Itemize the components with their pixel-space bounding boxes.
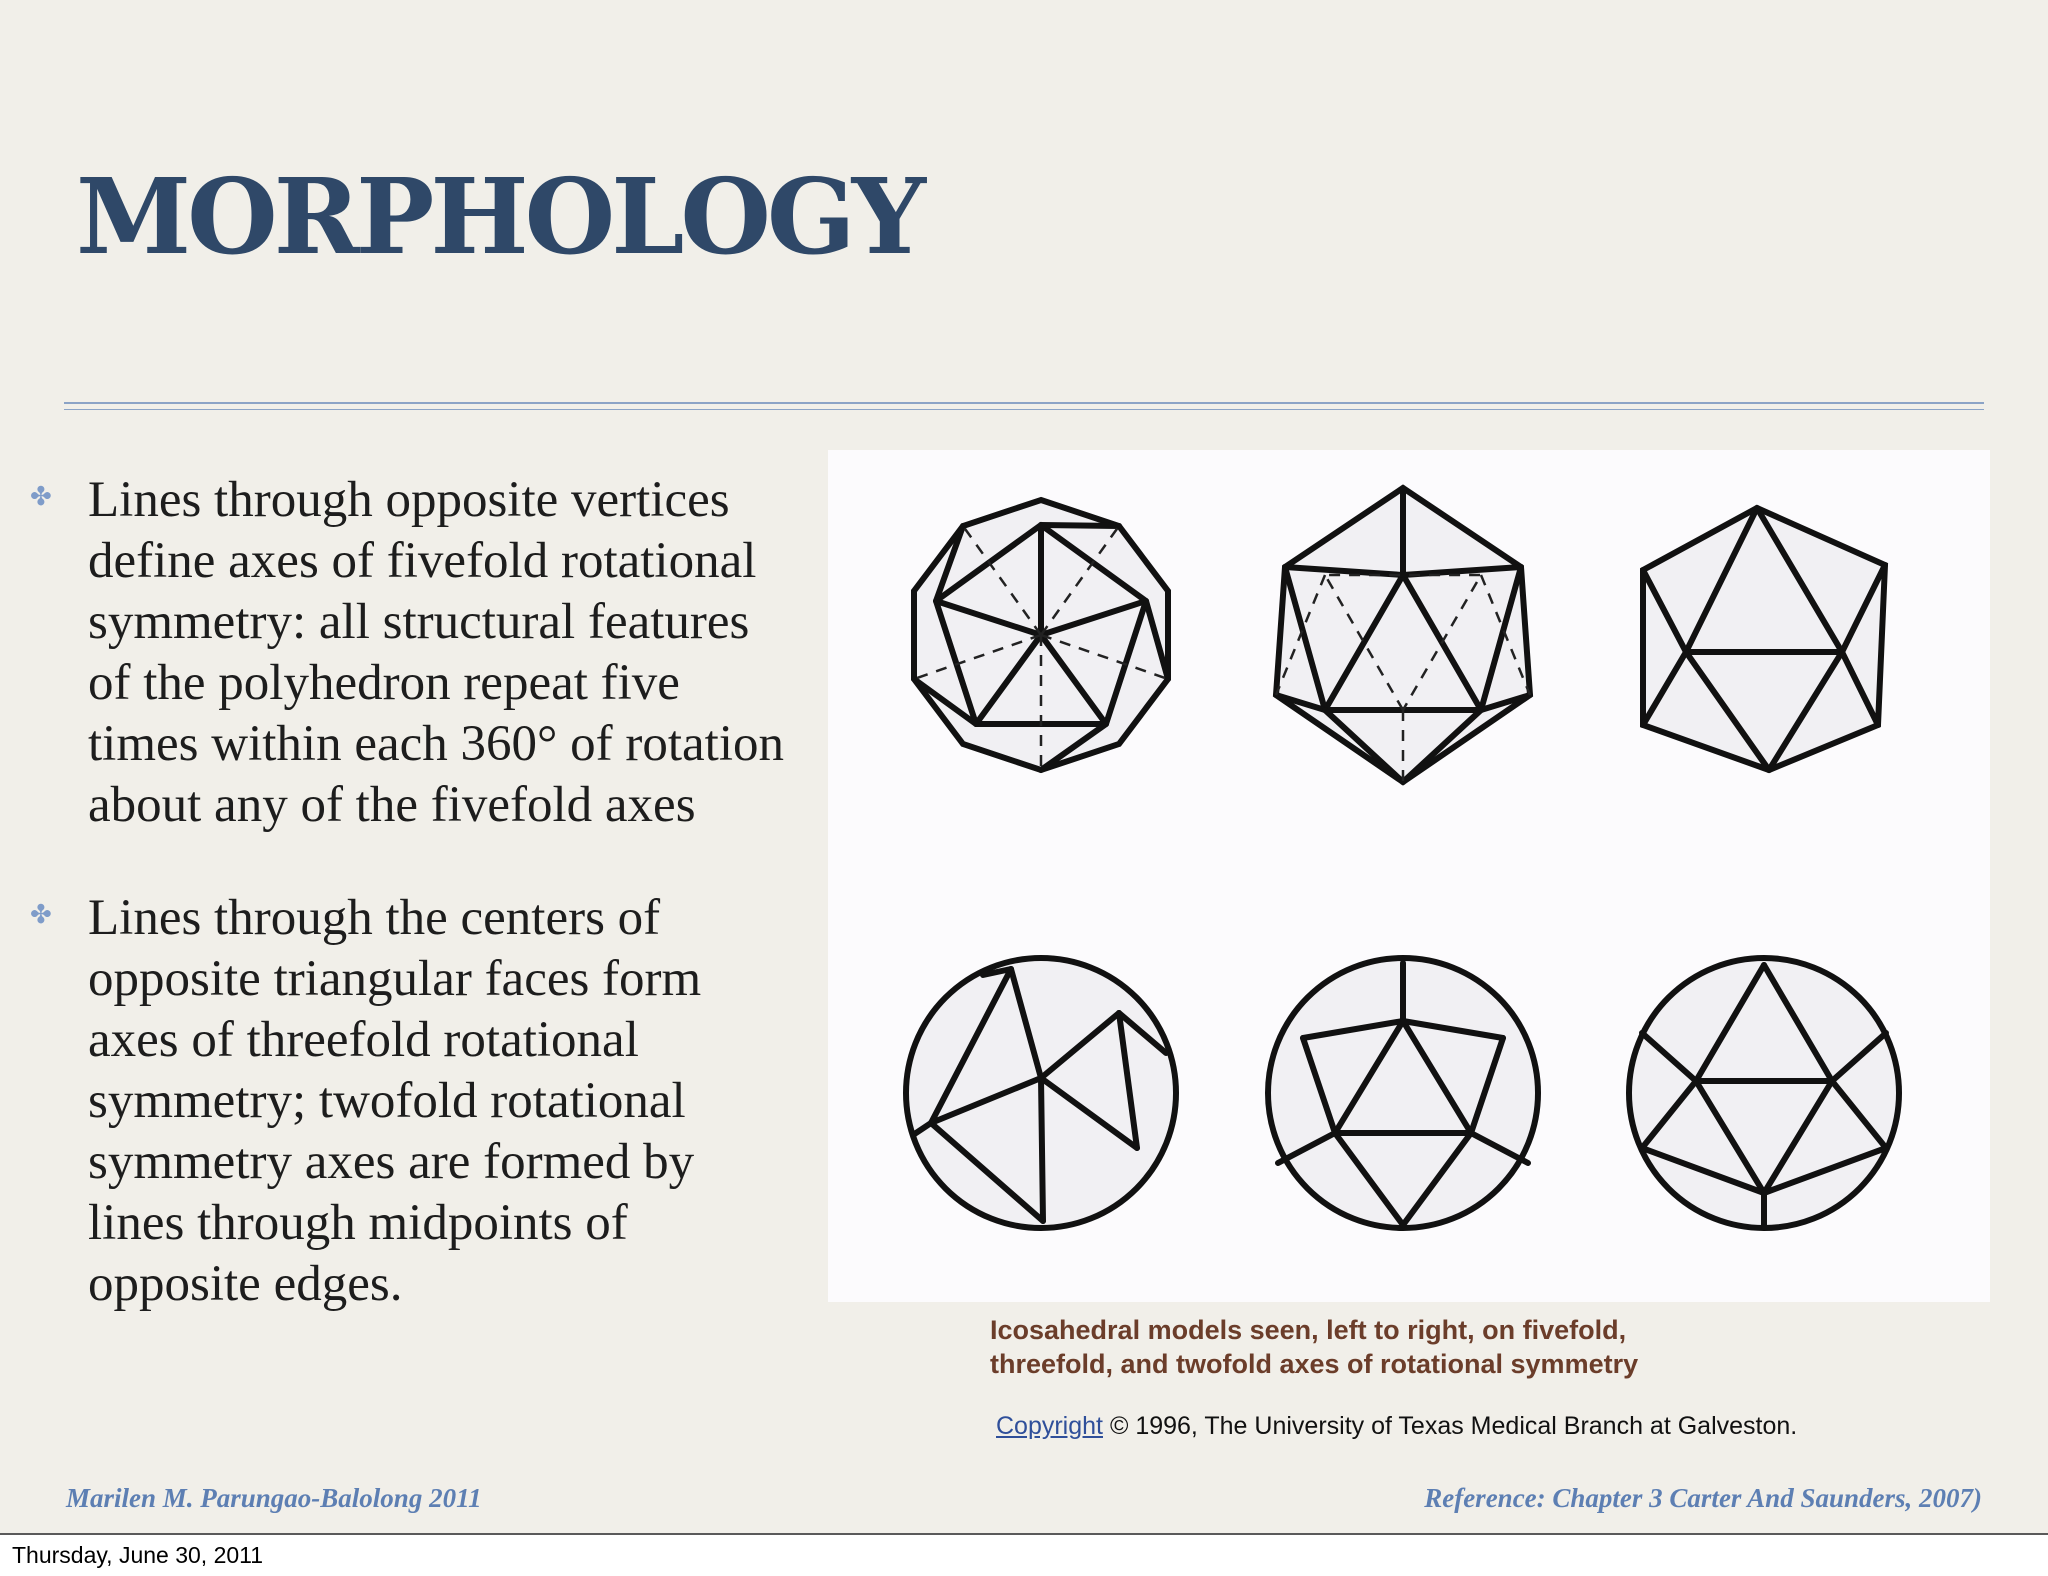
- icosahedron-sphere-fivefold-view: [906, 958, 1176, 1228]
- icosahedron-threefold-view: [1276, 488, 1530, 782]
- bullet-item: [0, 470, 800, 836]
- fleuron-bullet-icon: ✤: [30, 900, 52, 930]
- bullet-text: Lines through opposite vertices define axes of fivefold rotational symmetry: all structural features of the polyhedron repeat five times within each 360° of rotation about any of the fivefold axes: [88, 472, 784, 833]
- bullet-list: [0, 470, 800, 1367]
- slide-title: MORPHOLOGY: [76, 155, 922, 278]
- icosahedron-figure: [828, 450, 1990, 1302]
- fleuron-bullet-icon: ✤: [30, 482, 52, 512]
- icosahedral-models-illustration: [828, 450, 1990, 1302]
- title-divider-thin: [64, 409, 1984, 410]
- footer-author: Marilen M. Parungao-Balolong 2011: [66, 1483, 482, 1513]
- copyright-text: © 1996, The University of Texas Medical Branch at Galveston.: [1109, 1412, 1798, 1440]
- bullet-text: Lines through the centers of opposite triangular faces form axes of threefold rotational symmetry; twofold rotational symmetry axes are formed by lines through midpoints of opposite edges.: [88, 890, 702, 1312]
- bullet-item: [0, 888, 800, 1315]
- icosahedron-sphere-twofold-view: [1629, 958, 1899, 1228]
- print-date: Thursday, June 30, 2011: [12, 1542, 264, 1568]
- icosahedron-twofold-view: [1643, 508, 1885, 770]
- footer-reference: Reference: Chapter 3 Carter And Saunders, 2007): [1424, 1483, 1982, 1513]
- icosahedron-fivefold-view: [914, 500, 1168, 770]
- icosahedron-sphere-threefold-view: [1268, 958, 1538, 1228]
- copyright-link[interactable]: Copyright: [996, 1412, 1103, 1440]
- figure-caption: Icosahedral models seen, left to right, on fivefold, threefold, and twofold axes of rotational symmetry: [990, 1315, 1639, 1379]
- title-divider: [64, 402, 1984, 404]
- copyright-line: [996, 1412, 1797, 1441]
